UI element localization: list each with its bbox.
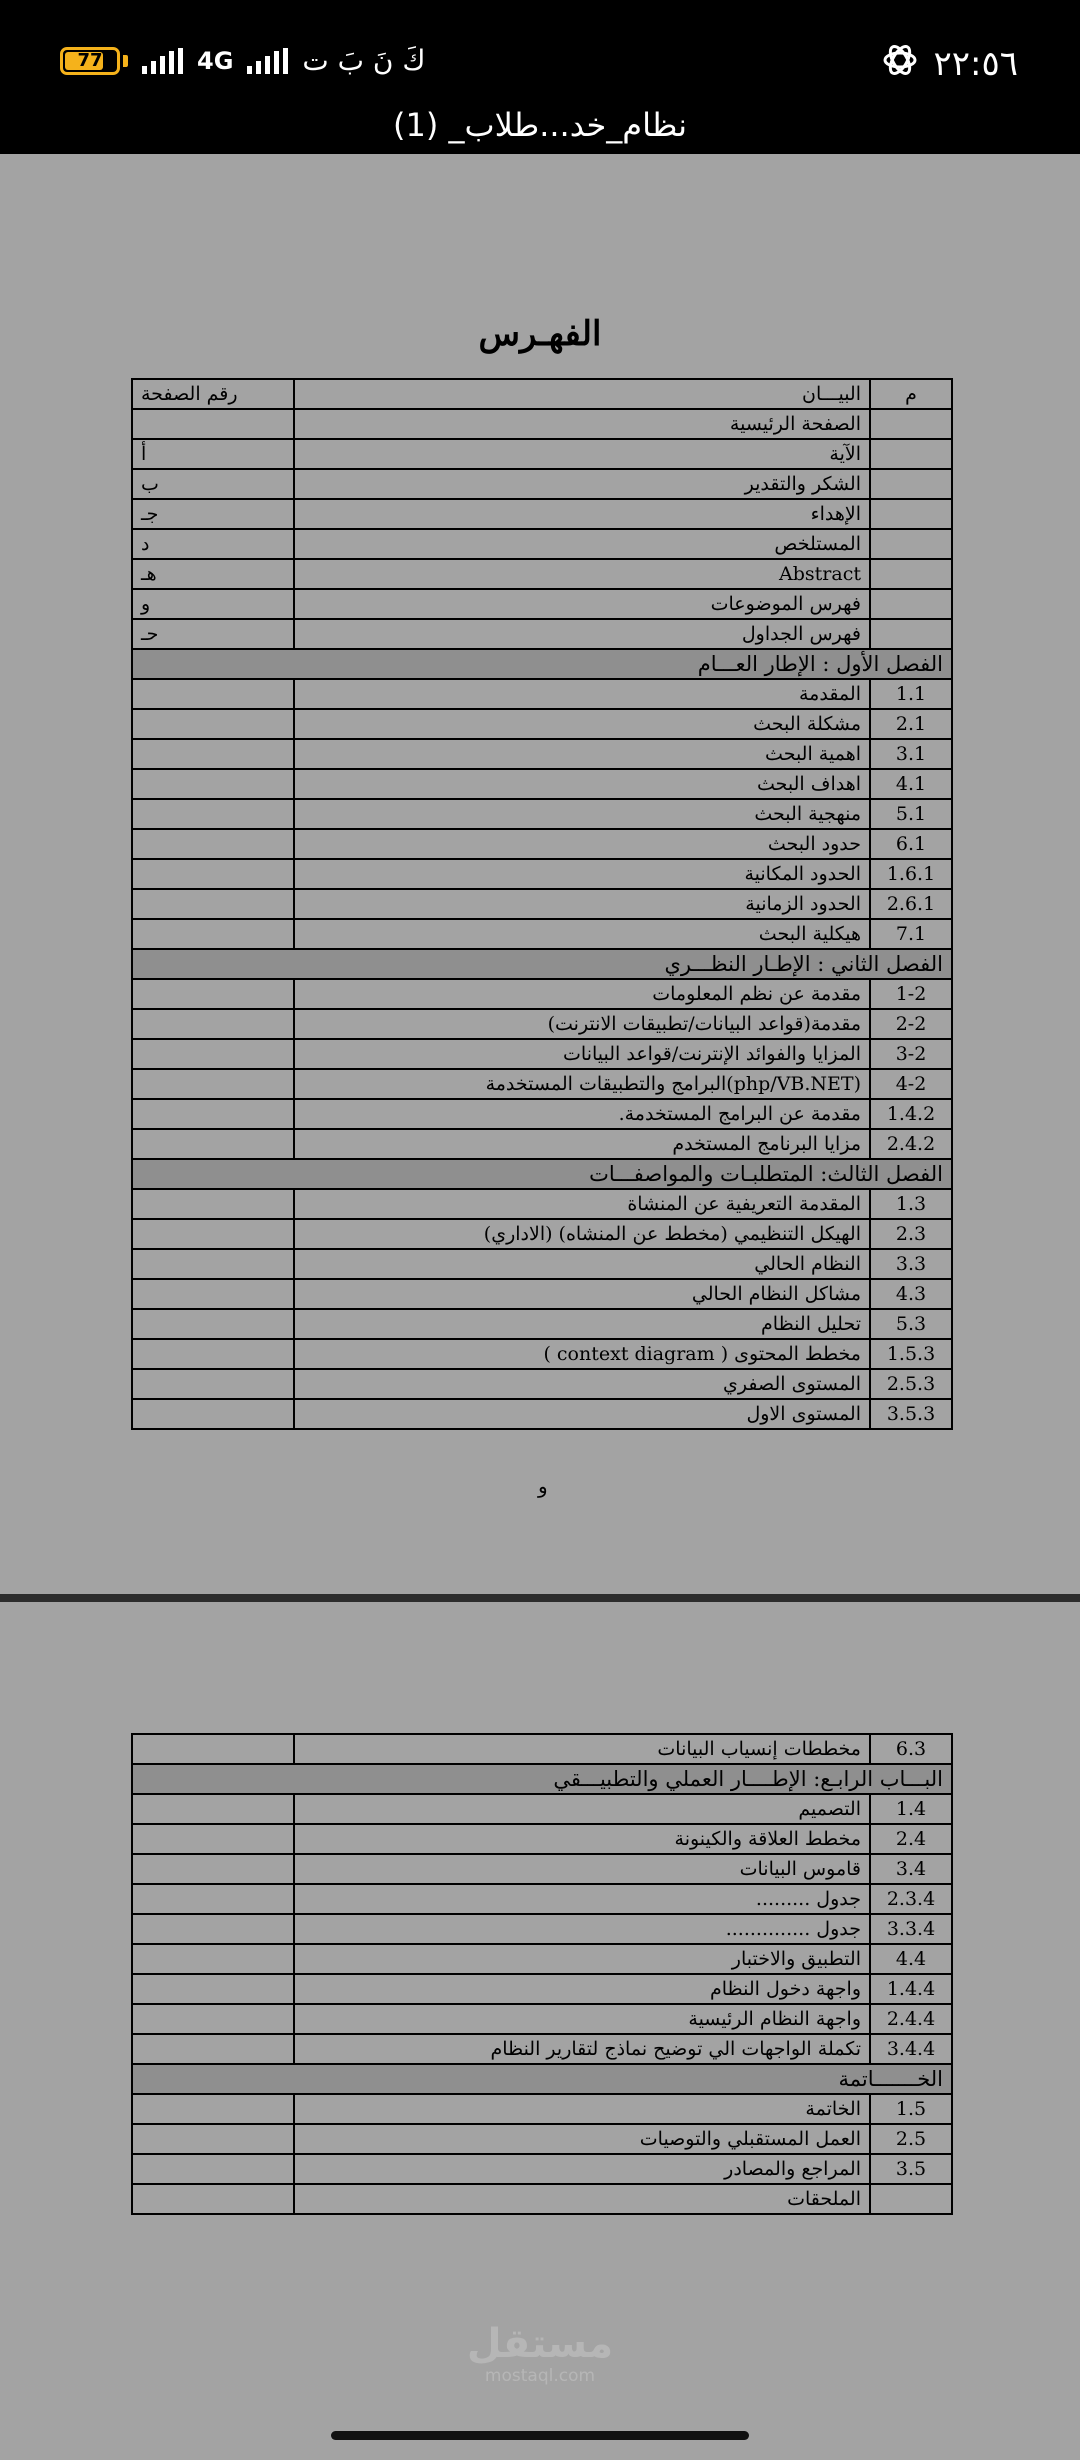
toc-row-title: واجهة النظام الرئيسية [294, 2004, 870, 2034]
toc-row-page [132, 1309, 294, 1339]
toc-row-page: أ [132, 439, 294, 469]
toc-row-page [132, 409, 294, 439]
battery-level: 77 [77, 50, 103, 71]
toc-row-title: فهرس الموضوعات [294, 589, 870, 619]
toc-row-page [132, 859, 294, 889]
toc-row-title: واجهة دخول النظام [294, 1974, 870, 2004]
toc-row [132, 1914, 952, 1944]
toc-row [132, 979, 952, 1009]
toc-row-page [132, 2004, 294, 2034]
toc-table [131, 378, 953, 1430]
toc-row-title: تكملة الواجهات الي توضيح نماذج لتقارير النظام [294, 2034, 870, 2064]
status-left-group [60, 44, 425, 77]
watermark [420, 2322, 660, 2386]
toc-row-page [132, 799, 294, 829]
page-separator [0, 1594, 1080, 1602]
toc-row [132, 2154, 952, 2184]
toc-row [132, 529, 952, 559]
toc-row-number: 4.1 [870, 769, 952, 799]
toc-row [132, 1189, 952, 1219]
toc-row [132, 1069, 952, 1099]
signal-icon [142, 48, 183, 74]
chapter-heading: الفصل الثاني : الإطـار النظـــري [132, 949, 952, 979]
toc-row-title: اهمية البحث [294, 739, 870, 769]
home-indicator[interactable] [331, 2431, 749, 2440]
toc-row-title: المقدمة [294, 679, 870, 709]
header-page: رقم الصفحة [132, 379, 294, 409]
toc-row-title: مقدمة(قواعد البيانات/تطبيقات الانترنت) [294, 1009, 870, 1039]
toc-row-page [132, 1219, 294, 1249]
toc-row-number: 1.1 [870, 679, 952, 709]
toc-row [132, 2004, 952, 2034]
toc-row-page [132, 979, 294, 1009]
toc-row-page [132, 679, 294, 709]
toc-row-page [132, 1129, 294, 1159]
toc-row [132, 1824, 952, 1854]
toc-chapter-row [132, 949, 952, 979]
toc-row-number: 3.1 [870, 739, 952, 769]
toc-row-title: منهجية البحث [294, 799, 870, 829]
toc-chapter-row [132, 1764, 952, 1794]
toc-row [132, 1734, 952, 1764]
chapter-heading: الفصل الأول : الإطار العـــام [132, 649, 952, 679]
toc-row-title: جدول ......... [294, 1884, 870, 1914]
toc-row-number: 3.3 [870, 1249, 952, 1279]
toc-row-title: (php/VB.NET)البرامج والتطبيقات المستخدمة [294, 1069, 870, 1099]
toc-row-number: 2.5 [870, 2124, 952, 2154]
toc-row-number [870, 499, 952, 529]
toc-row-page: و [132, 589, 294, 619]
toc-row-number: 3.3.4 [870, 1914, 952, 1944]
toc-row-title: العمل المستقبلي والتوصيات [294, 2124, 870, 2154]
toc-row-title: الملحقات [294, 2184, 870, 2214]
toc-row-number: 6.3 [870, 1734, 952, 1764]
toc-row-title: الحدود المكانية [294, 859, 870, 889]
toc-row-number: 3-2 [870, 1039, 952, 1069]
toc-row-title: المزايا والفوائد الإنترنت/قواعد البيانات [294, 1039, 870, 1069]
toc-row-page [132, 1794, 294, 1824]
toc-row-page [132, 769, 294, 799]
watermark-latin: mostaql.com [484, 2366, 596, 2386]
toc-row-number: 4.3 [870, 1279, 952, 1309]
toc-row-number: 2.1 [870, 709, 952, 739]
toc-row [132, 1249, 952, 1279]
toc-row-page [132, 2094, 294, 2124]
toc-row-title: المستوى الاول [294, 1399, 870, 1429]
toc-row [132, 1339, 952, 1369]
toc-row-number: 6.1 [870, 829, 952, 859]
header-title: البيـــان [294, 379, 870, 409]
toc-row-number [870, 469, 952, 499]
toc-row-title: جدول .............. [294, 1914, 870, 1944]
toc-row-page [132, 1039, 294, 1069]
toc-row [132, 1039, 952, 1069]
toc-table-continued [131, 1733, 953, 2215]
toc-row-number: 3.4.4 [870, 2034, 952, 2064]
toc-row-number: 2.4 [870, 1824, 952, 1854]
toc-row [132, 1219, 952, 1249]
toc-row [132, 439, 952, 469]
toc-row [132, 559, 952, 589]
toc-row-number: 2.3 [870, 1219, 952, 1249]
toc-row [132, 1399, 952, 1429]
toc-row-number [870, 409, 952, 439]
toc-row-number: 1.4.4 [870, 1974, 952, 2004]
toc-row-page [132, 1944, 294, 1974]
toc-row-number: 2.4.4 [870, 2004, 952, 2034]
toc-row [132, 1944, 952, 1974]
toc-row-page [132, 739, 294, 769]
toc-row-page [132, 1339, 294, 1369]
toc-row-number: 7.1 [870, 919, 952, 949]
toc-row-number: 2-2 [870, 1009, 952, 1039]
document-page-1[interactable] [0, 154, 1080, 1594]
toc-row-number: 4.4 [870, 1944, 952, 1974]
toc-row [132, 829, 952, 859]
toc-row-number: 2.4.2 [870, 1129, 952, 1159]
toc-row [132, 499, 952, 529]
battery-tip [123, 55, 128, 67]
toc-row [132, 1279, 952, 1309]
toc-row-page [132, 1279, 294, 1309]
toc-row-page: د [132, 529, 294, 559]
toc-row [132, 1974, 952, 2004]
toc-row-title: مقدمة عن نظم المعلومات [294, 979, 870, 1009]
toc-row-page [132, 2034, 294, 2064]
chatgpt-app-icon [880, 40, 920, 80]
toc-row [132, 1369, 952, 1399]
toc-row-title: مخطط العلاقة والكينونة [294, 1824, 870, 1854]
toc-row-page [132, 1974, 294, 2004]
toc-row [132, 739, 952, 769]
toc-header-row [132, 379, 952, 409]
chapter-heading: الفصل الثالث: المتطلبـات والمواصفـــات [132, 1159, 952, 1189]
toc-row [132, 409, 952, 439]
battery-icon [60, 47, 120, 75]
toc-row-title: المقدمة التعريفية عن المنشاة [294, 1189, 870, 1219]
toc-row-title: الشكر والتقدير [294, 469, 870, 499]
toc-row [132, 679, 952, 709]
toc-row-page [132, 1399, 294, 1429]
toc-row-number: 2.6.1 [870, 889, 952, 919]
toc-row [132, 1009, 952, 1039]
toc-row-title: الإهداء [294, 499, 870, 529]
toc-row-title: المراجع والمصادر [294, 2154, 870, 2184]
toc-row-title: التصميم [294, 1794, 870, 1824]
toc-row-number [870, 589, 952, 619]
toc-row [132, 919, 952, 949]
toc-row-title: فهرس الجداول [294, 619, 870, 649]
toc-row-page [132, 829, 294, 859]
toc-row-title: الخاتمة [294, 2094, 870, 2124]
toc-row-page [132, 1009, 294, 1039]
toc-row-number [870, 439, 952, 469]
chapter-heading: الخـــــــاتمة [132, 2064, 952, 2094]
toc-row-title: المستلخص [294, 529, 870, 559]
toc-row [132, 1794, 952, 1824]
toc-row-number: 3.5.3 [870, 1399, 952, 1429]
toc-row-title: النظام الحالي [294, 1249, 870, 1279]
toc-row-number: 3.5 [870, 2154, 952, 2184]
toc-row-page [132, 919, 294, 949]
toc-row-number: 1.4.2 [870, 1099, 952, 1129]
toc-row-page [132, 1734, 294, 1764]
toc-chapter-row [132, 2064, 952, 2094]
toc-row-title: الهيكل التنظيمي (مخطط عن المنشاه) (الاداري) [294, 1219, 870, 1249]
watermark-arabic: مستقل [466, 2321, 614, 2367]
status-bar [0, 0, 1080, 96]
toc-row-number: 5.3 [870, 1309, 952, 1339]
carrier-name: كَ نَ بَ ت [302, 44, 426, 77]
toc-row-title: حدود البحث [294, 829, 870, 859]
toc-row-page [132, 709, 294, 739]
toc-row-title: هيكلية البحث [294, 919, 870, 949]
page-number-footnote: و [538, 1474, 548, 1498]
toc-row-title: مشكلة البحث [294, 709, 870, 739]
document-title-bar[interactable]: نظام_خد...طلاب_ (1) [0, 96, 1080, 154]
toc-row-title: مخططات إنسياب البيانات [294, 1734, 870, 1764]
toc-row-number: 3.4 [870, 1854, 952, 1884]
signal-icon-secondary [247, 48, 288, 74]
toc-row-page [132, 1069, 294, 1099]
toc-row-title: المستوى الصفري [294, 1369, 870, 1399]
toc-row-page [132, 1189, 294, 1219]
toc-row [132, 589, 952, 619]
toc-row-number [870, 529, 952, 559]
toc-row [132, 2094, 952, 2124]
toc-row [132, 2124, 952, 2154]
toc-row-title: مقدمة عن البرامج المستخدمة. [294, 1099, 870, 1129]
toc-row-page [132, 1369, 294, 1399]
toc-row-title: مشاكل النظام الحالي [294, 1279, 870, 1309]
network-type-label: 4G [197, 46, 234, 75]
toc-row-number: 1.5.3 [870, 1339, 952, 1369]
toc-row-number: 1.3 [870, 1189, 952, 1219]
toc-row-number: 2.3.4 [870, 1884, 952, 1914]
toc-row-number: 1-2 [870, 979, 952, 1009]
toc-row-page [132, 1854, 294, 1884]
toc-row-title: مزايا البرنامج المستخدم [294, 1129, 870, 1159]
toc-row-title: Abstract [294, 559, 870, 589]
toc-row-title: اهداف البحث [294, 769, 870, 799]
toc-row-page [132, 1249, 294, 1279]
toc-row-number [870, 619, 952, 649]
toc-row-number: 1.5 [870, 2094, 952, 2124]
toc-row-title: الصفحة الرئيسية [294, 409, 870, 439]
toc-row [132, 469, 952, 499]
toc-row-title: مخطط المحتوى ( context diagram ) [294, 1339, 870, 1369]
toc-row-title: قاموس البيانات [294, 1854, 870, 1884]
toc-row-page [132, 889, 294, 919]
toc-row-page [132, 1099, 294, 1129]
header-number: م [870, 379, 952, 409]
toc-row-page [132, 1824, 294, 1854]
toc-row-page: ب [132, 469, 294, 499]
toc-title: الفهـرس [478, 314, 602, 354]
toc-row [132, 709, 952, 739]
toc-row-page [132, 2184, 294, 2214]
toc-row [132, 1854, 952, 1884]
toc-row [132, 2034, 952, 2064]
toc-row-title: الحدود الزمانية [294, 889, 870, 919]
toc-row-page [132, 2154, 294, 2184]
toc-row [132, 799, 952, 829]
toc-row-number: 4-2 [870, 1069, 952, 1099]
toc-row [132, 889, 952, 919]
toc-chapter-row [132, 1159, 952, 1189]
toc-row [132, 1309, 952, 1339]
toc-row [132, 859, 952, 889]
toc-row [132, 619, 952, 649]
toc-row-number: 5.1 [870, 799, 952, 829]
toc-row [132, 1884, 952, 1914]
toc-row-number: 1.6.1 [870, 859, 952, 889]
toc-row-number: 2.5.3 [870, 1369, 952, 1399]
toc-row [132, 2184, 952, 2214]
toc-row-page: جـ [132, 499, 294, 529]
toc-row-title: تحليل النظام [294, 1309, 870, 1339]
status-time: ٢٢:٥٦ [933, 44, 1018, 84]
toc-chapter-row [132, 649, 952, 679]
chapter-heading: البـــاب الرابـع: الإطــــار العملي والتطبيـــقي [132, 1764, 952, 1794]
toc-row-title: التطبيق والاختبار [294, 1944, 870, 1974]
document-page-2[interactable] [0, 1602, 1080, 2460]
toc-row-page [132, 2124, 294, 2154]
toc-row-title: الآية [294, 439, 870, 469]
toc-row-number [870, 2184, 952, 2214]
toc-row-number [870, 559, 952, 589]
toc-row [132, 1099, 952, 1129]
toc-row-page: حـ [132, 619, 294, 649]
toc-row-page [132, 1914, 294, 1944]
toc-row-page [132, 1884, 294, 1914]
toc-row [132, 1129, 952, 1159]
toc-row [132, 769, 952, 799]
toc-row-page: هـ [132, 559, 294, 589]
toc-row-number: 1.4 [870, 1794, 952, 1824]
